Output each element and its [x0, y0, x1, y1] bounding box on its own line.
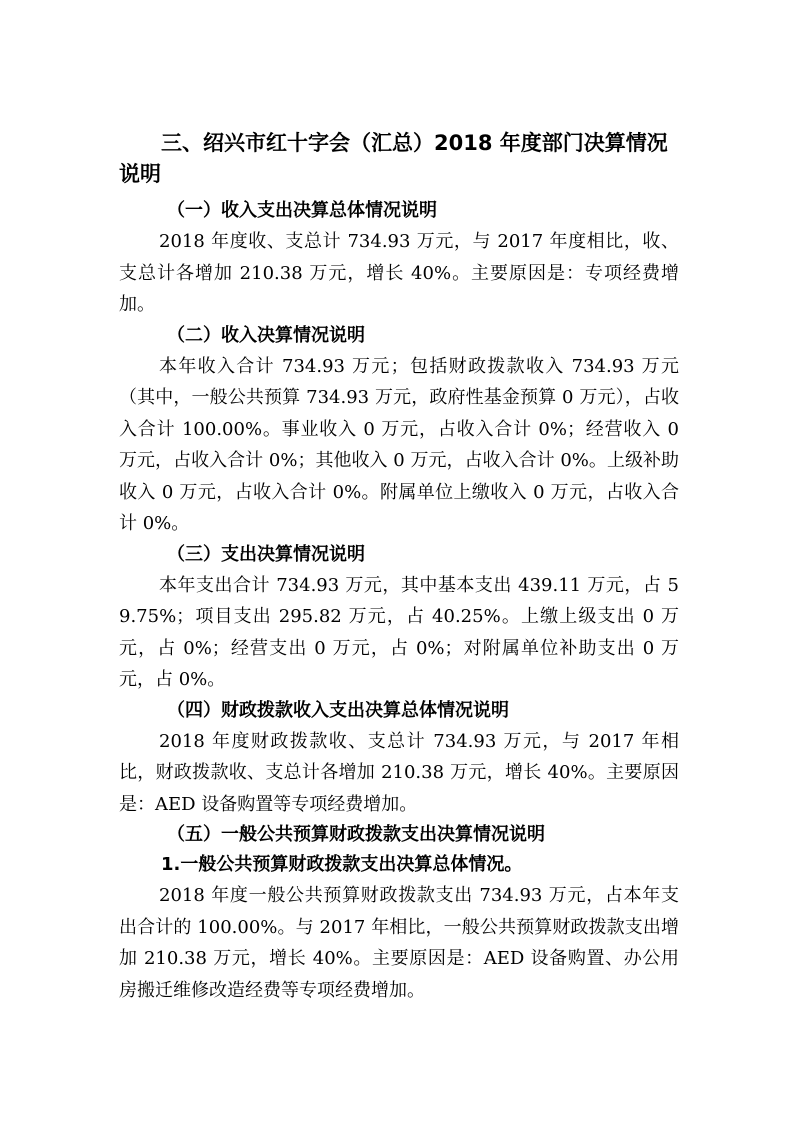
- document-title: 三、绍兴市红十字会（汇总）2018 年度部门决算情况说明: [119, 131, 668, 186]
- section-heading-5: （五）一般公共预算财政拨款支出决算情况说明: [167, 824, 545, 845]
- section-heading-4: （四）财政拨款收入支出决算总体情况说明: [167, 699, 509, 721]
- section-body-1: 2018 年度收、支总计 734.93 万元，与 2017 年度相比，收、支总计各增加 210.38 万元，增长 40%。主要原因是：专项经费增加。: [119, 231, 679, 315]
- section-body-2: 本年收入合计 734.93 万元；包括财政拨款收入 734.93 万元（其中，一般公共预算 734.93 万元，政府性基金预算 0 万元），占收入合计 100.00%。事业收入 0 万元，占收入合计 0%；经营收入 0 万元，占收入合计 0%；其他收入 0 万元，占收入合计 0%。上级补助收入 0 万元，占收入合计 0%。附属单位上缴收入 0 万元，占收入合计 0%。: [119, 355, 679, 534]
- section-subheading-5-1: 1.一般公共预算财政拨款支出决算总体情况。: [161, 854, 523, 875]
- document-page: [119, 128, 679, 1006]
- section-body-5: 2018 年度一般公共预算财政拨款支出 734.93 万元，占本年支出合计的 100.00%。与 2017 年相比，一般公共预算财政拨款支出增加 210.38 万元，增长 40%。主要原因是：AED 设备购置、办公用房搬迁维修改造经费等专项经费增加。: [119, 885, 679, 1001]
- section-heading-1: （一）收入支出决算总体情况说明: [167, 200, 437, 221]
- section-body-4: 2018 年度财政拨款收、支总计 734.93 万元，与 2017 年相比，财政拨款收、支总计各增加 210.38 万元，增长 40%。主要原因是：AED 设备购置等专项经费增加。: [119, 730, 679, 815]
- section-body-3: 本年支出合计 734.93 万元，其中基本支出 439.11 万元，占 59.75%；项目支出 295.82 万元，占 40.25%。上缴上级支出 0 万元，占 0%；经营支出 0 万元，占 0%；对附属单位补助支出 0 万元，占 0%。: [119, 574, 679, 690]
- section-heading-3: （三）支出决算情况说明: [167, 543, 365, 565]
- section-heading-2: （二）收入决算情况说明: [167, 324, 365, 346]
